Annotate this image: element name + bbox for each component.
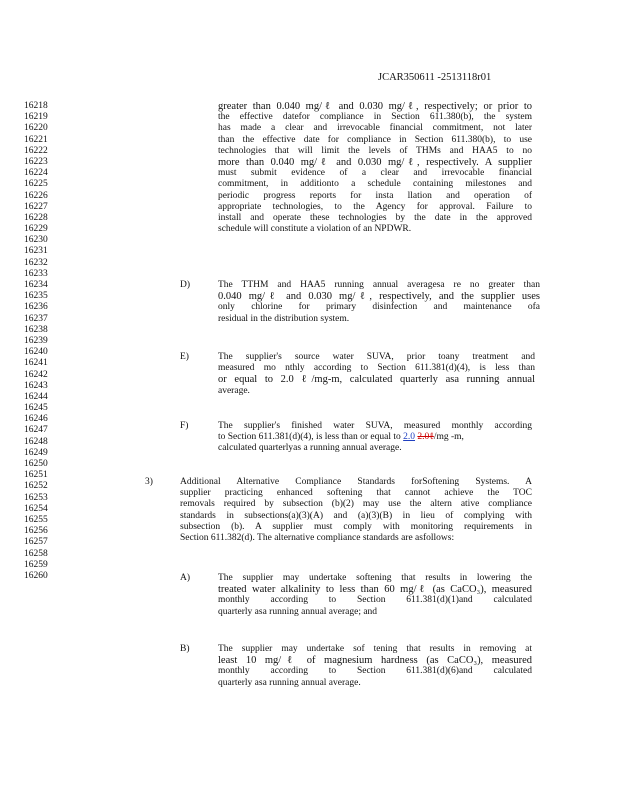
paragraph-line: schedule will constitute a violation of an NPDWR. <box>218 224 412 235</box>
item-f-line-2-unit: /mg -m, <box>433 432 464 443</box>
line-number: 16252 <box>24 481 48 492</box>
paragraph-line: must submit evidence of a clear and irrevocable financial <box>218 168 532 179</box>
line-number: 16237 <box>24 313 48 324</box>
paragraph-line: 0.040 mg/ℓ and 0.030 mg/ℓ, respectively, and the supplier uses <box>218 291 540 303</box>
inserted-text: 2.0 <box>403 432 416 443</box>
paragraph-line: only chlorine for primary disinfection and maintenance ofa <box>218 302 540 313</box>
item-e-label: E) <box>180 352 189 362</box>
paragraph-line: appropriate technologies, to the Agency for approval. Failure to <box>218 201 532 212</box>
paragraph-line: least 10 mg/ℓ of magnesium hardness (as CaCO₃), measured <box>218 655 532 667</box>
paragraph-line: commitment, in additionto a schedule containing milestones and <box>218 179 532 190</box>
line-number: 16228 <box>24 212 48 223</box>
paragraph-line: monthly according to Section 611.381(d)(6)and calculated <box>218 666 532 677</box>
line-number: 16251 <box>24 470 48 481</box>
line-number: 16249 <box>24 447 48 458</box>
paragraph-line: The supplier may undertake softening that results in lowering the <box>218 573 532 583</box>
item-3-paragraph <box>180 477 532 544</box>
paragraph-line: has made a clear and irrevocable financial commitment, not later <box>218 123 532 134</box>
line-number: 16227 <box>24 201 48 212</box>
paragraph-line: quarterly asa running annual average; and <box>218 606 378 617</box>
line-number: 16255 <box>24 514 48 525</box>
item-f-line-2-text: to Section 611.381(d)(4), is less than or equal to <box>218 432 404 443</box>
item-a-paragraph <box>218 573 532 618</box>
continued-paragraph <box>218 101 532 235</box>
line-number: 16250 <box>24 459 48 469</box>
line-number: 16259 <box>24 559 48 570</box>
paragraph-line: quarterly asa running annual average. <box>218 677 361 688</box>
document-id-header: JCAR350611 -2513118r01 <box>378 72 492 83</box>
paragraph-line: removals required by subsection (b)(2) may use the altern ative compliance <box>180 499 532 510</box>
line-number: 16222 <box>24 145 48 156</box>
line-number: 16253 <box>24 492 48 503</box>
line-number: 16241 <box>24 358 48 369</box>
line-number: 16257 <box>24 537 48 548</box>
line-number: 16244 <box>24 391 48 402</box>
line-number: 16240 <box>24 347 48 358</box>
paragraph-line: Section 611.382(d). The alternative compliance standards are asfollows: <box>180 532 455 543</box>
line-number: 16224 <box>24 168 48 179</box>
line-number: 16233 <box>24 268 48 279</box>
paragraph-line: install and operate these technologies by the date in the approved <box>218 212 532 223</box>
line-number: 16242 <box>24 369 48 380</box>
item-f-line-3: calculated quarterlyas a running annual average. <box>218 443 402 454</box>
line-number: 16235 <box>24 291 48 302</box>
paragraph-line: technologies that will limit the levels of THMs and HAA5 to no <box>218 145 532 156</box>
paragraph-line: monthly according to Section 611.381(d)(1)and calculated <box>218 595 532 606</box>
line-number: 16238 <box>24 324 48 335</box>
item-f-line-1: The supplier's finished water SUVA, measured monthly according <box>218 421 532 431</box>
paragraph-line: more than 0.040 mg/ℓ and 0.030 mg/ℓ, respectively. A supplier <box>218 156 532 168</box>
paragraph-line: residual in the distribution system. <box>218 313 350 324</box>
paragraph-line: supplier practicing enhanced softening that cannot achieve the TOC <box>180 488 532 499</box>
line-number: 16220 <box>24 123 48 134</box>
paragraph-line: or equal to 2.0 ℓ/mg-m, calculated quarterly asa running annual <box>218 374 535 386</box>
line-number: 16234 <box>24 280 48 290</box>
line-number: 16226 <box>24 190 48 201</box>
line-number: 16247 <box>24 425 48 436</box>
line-number: 16254 <box>24 503 48 514</box>
paragraph-line: The supplier's source water SUVA, prior toany treatment and <box>218 352 535 362</box>
item-f-line-2 <box>218 432 532 443</box>
line-number: 16260 <box>24 570 48 581</box>
line-number: 16245 <box>24 403 48 414</box>
line-number: 16239 <box>24 335 48 346</box>
paragraph-line: the effective datefor compliance in Section 611.380(b), the system <box>218 112 532 123</box>
paragraph-line: greater than 0.040 mg/ℓ and 0.030 mg/ℓ, respectively; or prior to <box>218 101 532 112</box>
line-number: 16223 <box>24 156 48 167</box>
item-b-label: B) <box>180 644 190 654</box>
line-number: 16225 <box>24 179 48 190</box>
line-number: 16248 <box>24 436 48 447</box>
item-f-label: F) <box>180 421 189 431</box>
line-number: 16258 <box>24 548 48 559</box>
item-d-label: D) <box>180 280 191 290</box>
paragraph-line: standards in subsections(a)(3)(A) and (a)(3)(B) in lieu of complying with <box>180 510 532 521</box>
line-number: 16221 <box>24 134 48 145</box>
paragraph-line: subsection (b). A supplier must comply with monitoring requirements in <box>180 521 532 532</box>
item-3-label: 3) <box>145 477 153 487</box>
line-number: 16231 <box>24 246 48 257</box>
paragraph-line: The supplier may undertake sof tening that results in removing at <box>218 644 532 654</box>
line-number: 16243 <box>24 380 48 391</box>
paragraph-line: average. <box>218 385 250 396</box>
item-b-paragraph <box>218 644 532 689</box>
line-number: 16218 <box>24 101 48 111</box>
item-a-label: A) <box>180 573 191 583</box>
paragraph-line: Additional Alternative Compliance Standards forSoftening Systems. A <box>180 477 532 487</box>
paragraph-line: than the effective date for compliance in Section 611.380(b), to use <box>218 134 532 145</box>
deleted-text: 2.0ℓ <box>417 432 434 443</box>
item-d-paragraph <box>218 280 540 325</box>
line-number: 16246 <box>24 414 48 425</box>
line-number: 16232 <box>24 257 48 268</box>
paragraph-line: measured mo nthly according to Section 611.381(d)(4), is less than <box>218 363 535 374</box>
item-e-paragraph <box>218 352 535 397</box>
paragraph-line: The TTHM and HAA5 running annual averagesa re no greater than <box>218 280 540 290</box>
paragraph-line: periodic progress reports for insta llation and operation of <box>218 190 532 201</box>
line-number: 16256 <box>24 526 48 537</box>
line-number: 16236 <box>24 302 48 313</box>
line-number-column <box>24 101 48 582</box>
line-number: 16230 <box>24 235 48 246</box>
item-f-paragraph <box>218 421 532 455</box>
line-number: 16229 <box>24 224 48 235</box>
line-number: 16219 <box>24 112 48 123</box>
paragraph-line: treated water alkalinity to less than 60 mg/ℓ (as CaCO₃), measured <box>218 584 532 596</box>
